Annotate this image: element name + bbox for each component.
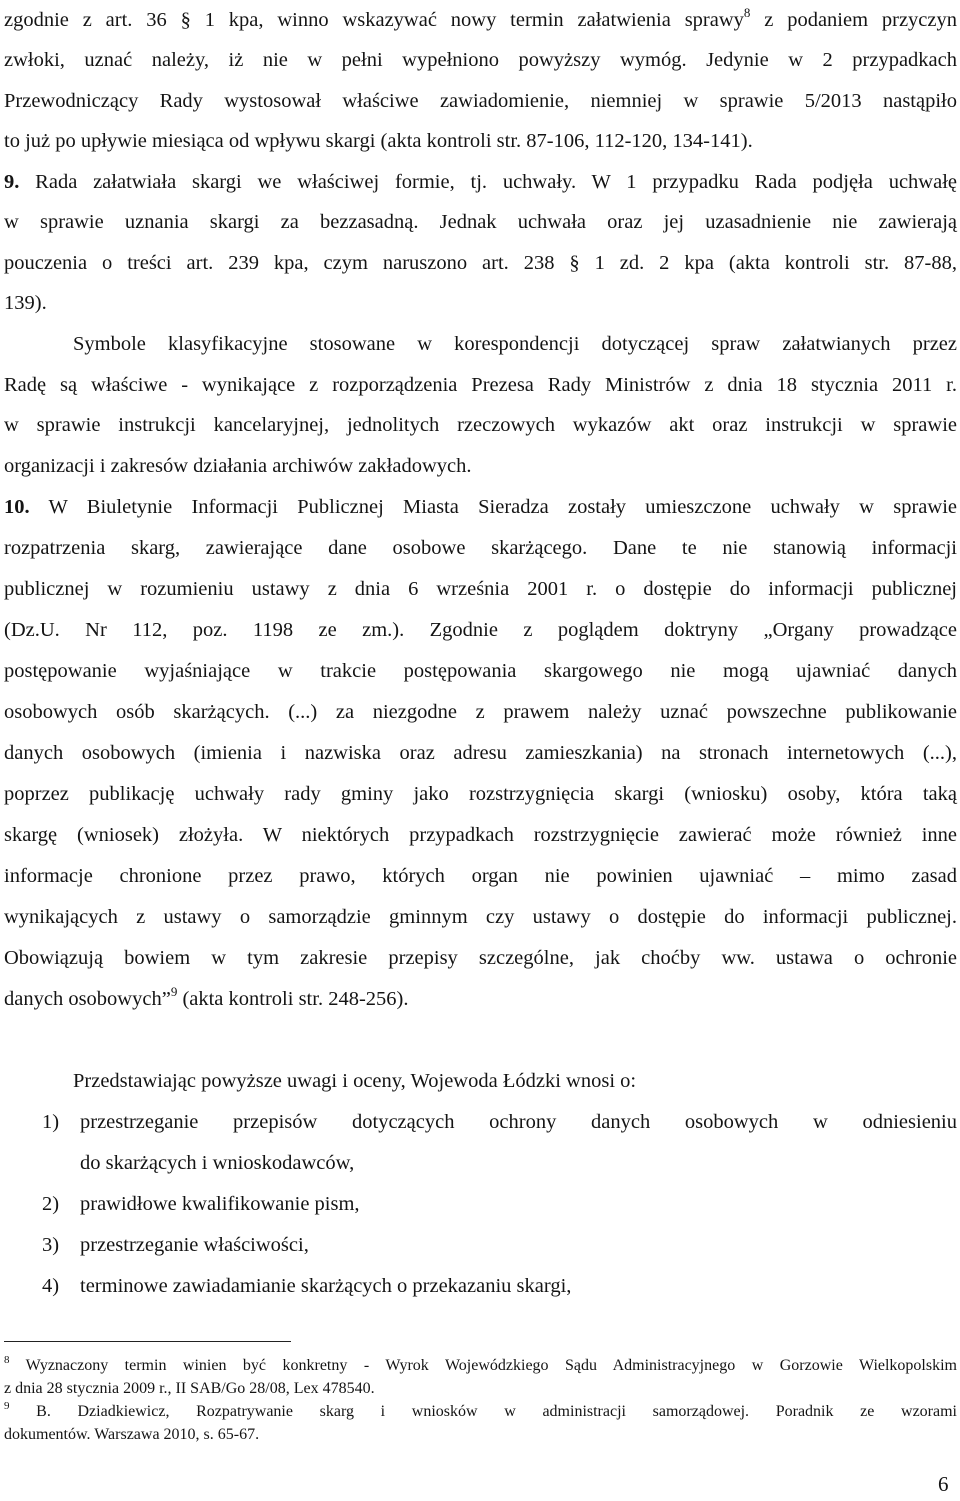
text-run: W Biuletynie Informacji Publicznej Miasta Sieradza zostały umieszczone uchwały w sprawie [29,496,957,518]
paragraph-number: 9. [4,171,20,193]
list-item-text: prawidłowe kwalifikowanie pism, [80,1193,360,1215]
paragraph-9-line: w sprawie instrukcji kancelaryjnej, jednolitych rzeczowych wykazów akt oraz instrukcji w sprawie [4,414,957,436]
text-run: Rada załatwiała skargi we właściwej formie, tj. uchwały. W 1 przypadku Rada podjęła uchwałę [19,171,957,193]
paragraph-8-line [4,5,957,32]
text-run: danych osobowych” [4,988,171,1010]
footnote-8-cont: z dnia 28 stycznia 2009 r., II SAB/Go 28/08, Lex 478540. [4,1380,375,1397]
list-item-text: przestrzeganie właściwości, [80,1234,309,1256]
paragraph-10-line: osobowych osób skarżących. (...) za niezgodne z prawem należy uznać powszechne publikowanie [4,701,957,723]
list-item-number: 2) [42,1193,60,1215]
paragraph-8-line: to już po upływie miesiąca od wpływu skargi (akta kontroli str. 87-106, 112-120, 134-141). [4,130,753,152]
paragraph-9-line: w sprawie uznania skargi za bezzasadną. Jednak uchwała oraz jej uzasadnienie nie zawierają [4,211,957,233]
list-item-text: przestrzeganie przepisów dotyczących ochrony danych osobowych w odniesieniu [80,1111,957,1133]
footnote-9 [4,1402,957,1422]
list-item-number: 1) [42,1111,60,1133]
paragraph-10-line: poprzez publikację uchwały rady gminy jako rozstrzygnięcia skargi (wniosku) osoby, która taką [4,783,957,805]
paragraph-8-line: zwłoki, uznać należy, iż nie w pełni wypełniono powyższy wymóg. Jedynie w 2 przypadkach [4,49,957,71]
text-run: (akta kontroli str. 248-256). [177,988,409,1010]
paragraph-9-line: 139). [4,292,47,314]
text-run: z podaniem przyczyn [750,9,957,31]
footnote-separator [4,1341,291,1342]
paragraph-9-line: organizacji i zakresów działania archiwów zakładowych. [4,455,472,477]
list-item-text: do skarżących i wnioskodawców, [80,1152,355,1174]
paragraph-9-line: pouczenia o treści art. 239 kpa, czym naruszono art. 238 § 1 zd. 2 kpa (akta kontroli str. 87-88, [4,252,957,274]
list-item-number: 4) [42,1275,60,1297]
footnote-ref-9[interactable]: 9 [170,984,178,999]
footnote-ref-8[interactable]: 8 [743,5,751,20]
paragraph-8-line: Przewodniczący Rady wystosował właściwe zawiadomienie, niemniej w sprawie 5/2013 nastąpiło [4,90,957,112]
paragraph-10-line: publicznej w rozumieniu ustawy z dnia 6 września 2001 r. o dostępie do informacji publicznej [4,578,957,600]
footnote-number: 8 [4,1354,10,1366]
paragraph-10-line: danych osobowych (imienia i nazwiska oraz adresu zamieszkania) na stronach internetowych (...), [4,742,957,764]
text-run: zgodnie z art. 36 § 1 kpa, winno wskazywać nowy termin załatwienia sprawy [4,9,744,31]
paragraph-9-line: Symbole klasyfikacyjne stosowane w korespondencji dotyczącej spraw załatwianych przez [73,333,957,355]
footnote-text: Wyznaczony termin winien być konkretny - Wyrok Wojewódzkiego Sądu Administracyjnego w Gorzowie Wielkopolskim [9,1357,957,1374]
paragraph-10-line [4,984,957,1011]
page-number: 6 [938,1472,949,1496]
footnote-8 [4,1356,957,1376]
paragraph-10-line: wynikających z ustawy o samorządzie gminnym czy ustawy o dostępie do informacji publicznej. [4,906,957,928]
list-item-number: 3) [42,1234,60,1256]
footnote-number: 9 [4,1400,10,1412]
paragraph-10-line: postępowanie wyjaśniające w trakcie postępowania skargowego nie mogą ujawniać danych [4,660,957,682]
conclusion-intro: Przedstawiając powyższe uwagi i oceny, Wojewoda Łódzki wnosi o: [73,1070,637,1092]
paragraph-10-line [4,495,957,519]
list-item-text: terminowe zawiadamianie skarżących o przekazaniu skargi, [80,1275,572,1297]
paragraph-10-line: skargę (wniosek) złożyła. W niektórych przypadkach rozstrzygnięcie zawierać może również inne [4,824,957,846]
paragraph-10-line: (Dz.U. Nr 112, poz. 1198 ze zm.). Zgodnie z poglądem doktryny „Organy prowadzące [4,619,957,641]
footnote-text: B. Dziadkiewicz, Rozpatrywanie skarg i wniosków w administracji samorządowej. Poradnik ze wzorami [9,1403,957,1420]
paragraph-10-line: informacje chronione przez prawo, których organ nie powinien ujawniać – mimo zasad [4,865,957,887]
paragraph-10-line: Obowiązują bowiem w tym zakresie przepisy szczególne, jak choćby ww. ustawa o ochronie [4,947,957,969]
footnote-9-cont: dokumentów. Warszawa 2010, s. 65-67. [4,1426,260,1443]
paragraph-9-line: Radę są właściwe - wynikające z rozporządzenia Prezesa Rady Ministrów z dnia 18 stycznia 2011 r. [4,374,957,396]
paragraph-10-line: rozpatrzenia skarg, zawierające dane osobowe skarżącego. Dane te nie stanowią informacji [4,537,957,559]
paragraph-9-line [4,170,957,194]
paragraph-number: 10. [4,496,30,518]
